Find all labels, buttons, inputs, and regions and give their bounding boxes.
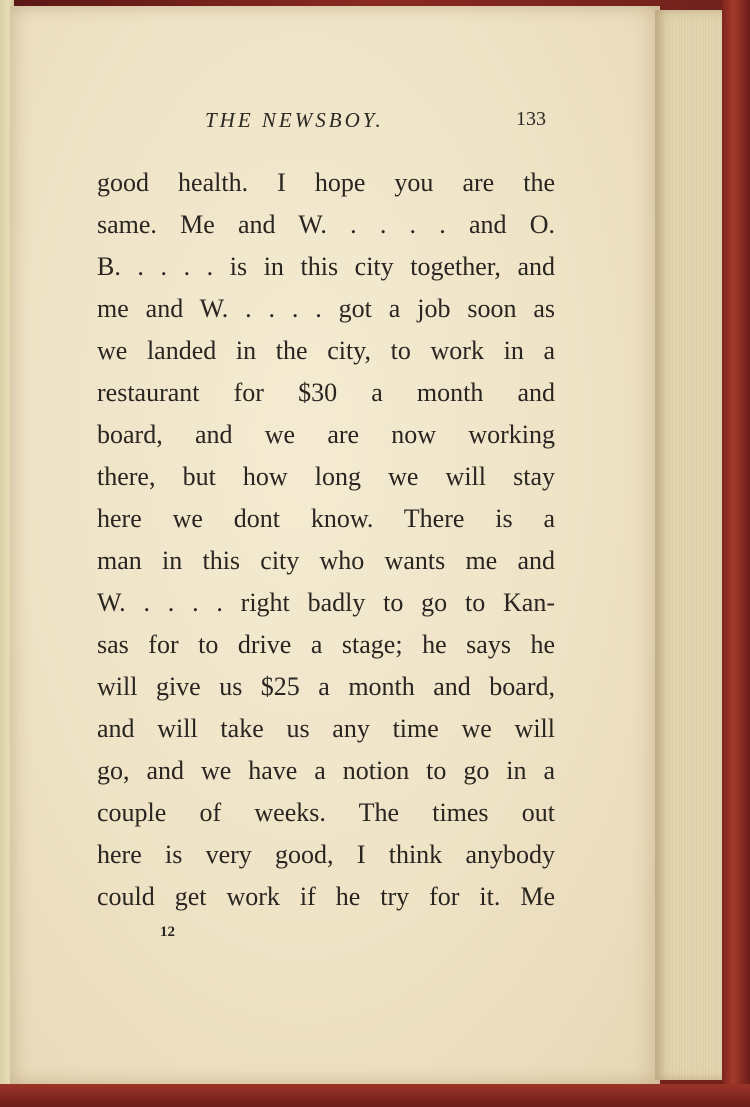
- signature-mark: 12: [160, 924, 175, 940]
- text-line: will give us $25 a month and board,: [97, 672, 555, 701]
- text-line: couple of weeks. The times out: [97, 798, 555, 827]
- text-line: W. . . . . right badly to go to Kan-: [97, 588, 555, 617]
- book-cover-bottom: [0, 1084, 750, 1107]
- text-line: me and W. . . . . got a job soon as: [97, 294, 555, 323]
- page-number: 133: [516, 108, 546, 130]
- text-line: here is very good, I think anybody: [97, 840, 555, 869]
- text-line: board, and we are now working: [97, 420, 555, 449]
- text-line: restaurant for $30 a month and: [97, 378, 555, 407]
- text-line: and will take us any time we will: [97, 714, 555, 743]
- body-text: [97, 162, 555, 918]
- running-head: THE NEWSBOY.: [205, 108, 384, 132]
- page-fore-edge: [655, 10, 725, 1080]
- text-line: B. . . . . is in this city together, and: [97, 252, 555, 281]
- page-header: [205, 108, 550, 138]
- text-line: sas for to drive a stage; he says he: [97, 630, 555, 659]
- text-line: man in this city who wants me and: [97, 546, 555, 575]
- text-line: we landed in the city, to work in a: [97, 336, 555, 365]
- text-line: here we dont know. There is a: [97, 504, 555, 533]
- text-line: good health. I hope you are the: [97, 168, 555, 197]
- text-line: same. Me and W. . . . . and O.: [97, 210, 555, 239]
- text-line: there, but how long we will stay: [97, 462, 555, 491]
- text-line: go, and we have a notion to go in a: [97, 756, 555, 785]
- book-cover-right: [722, 0, 750, 1107]
- text-line: could get work if he try for it. Me: [97, 882, 555, 911]
